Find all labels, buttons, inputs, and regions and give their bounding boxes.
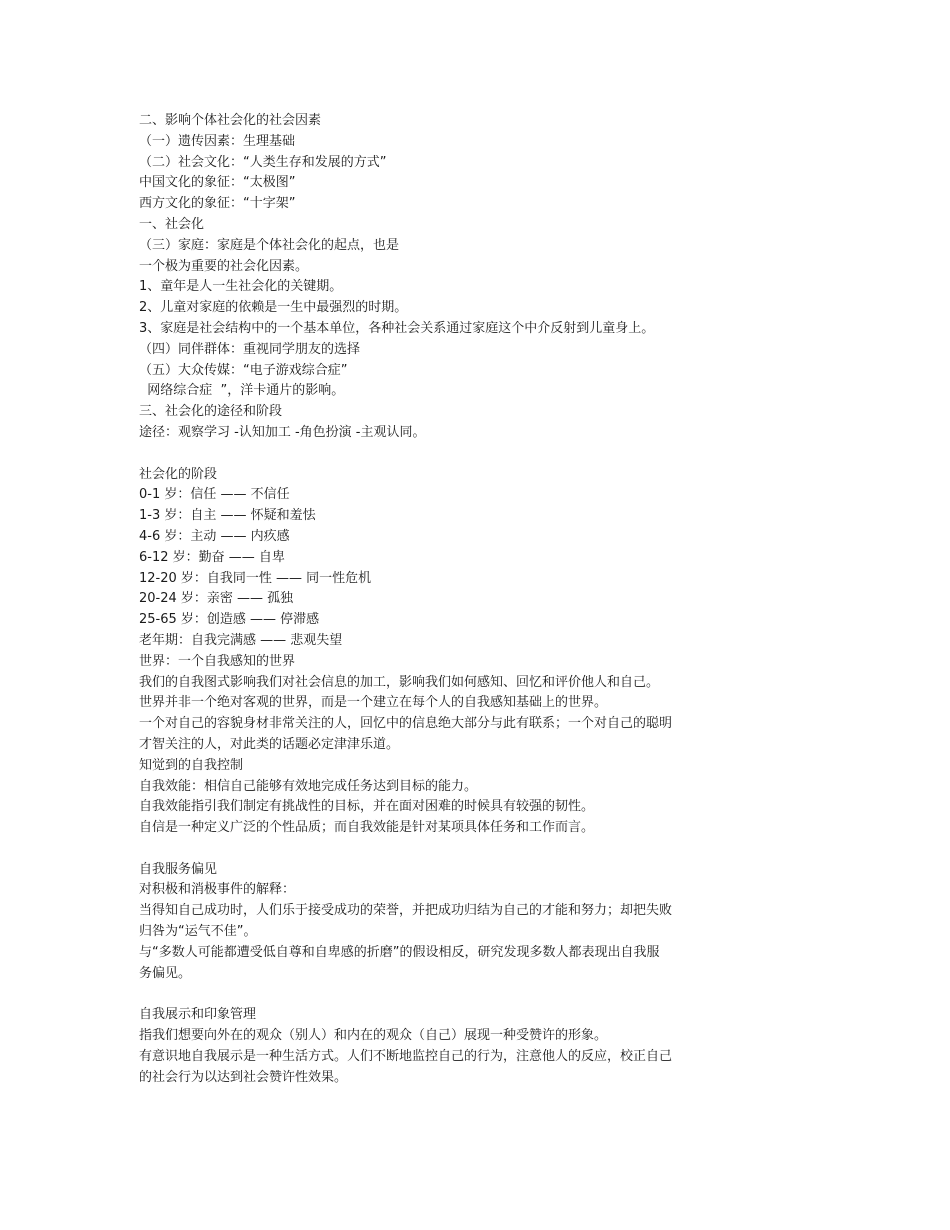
text-line: 指我们想要向外在的观众（别人）和内在的观众（自己）展现一种受赞许的形象。: [139, 1028, 608, 1044]
list-item: 3、家庭是社会结构中的一个基本单位，各种社会关系通过家庭这个中介反射到儿童身上。: [139, 320, 655, 336]
text-line: 一个极为重要的社会化因素。: [139, 258, 309, 274]
text-line: （五）大众传媒：“电子游戏综合症”: [139, 362, 348, 378]
text-line: （四）同伴群体：重视同学朋友的选择: [139, 341, 361, 357]
text-line: 西方文化的象征：“十字架”: [139, 196, 296, 212]
text-line: 有意识地自我展示是一种生活方式。人们不断地监控自己的行为，注意他人的反应，校正自己: [139, 1048, 673, 1064]
document-body: [139, 111, 739, 1088]
text-line: 自我效能指引我们制定有挑战性的目标，并在面对困难的时候具有较强的韧性。: [139, 799, 595, 815]
text-line: 我们的自我图式影响我们对社会信息的加工，影响我们如何感知、回忆和评价他人和自己。: [139, 674, 660, 690]
text-line: 中国文化的象征：“太极图”: [139, 175, 296, 191]
stage-item: 老年期：自我完满感 —— 悲观失望: [139, 632, 343, 648]
blank-line: [139, 444, 739, 465]
text-line: （二）社会文化：“人类生存和发展的方式”: [139, 154, 387, 170]
text-line: 的社会行为以达到社会赞许性效果。: [139, 1069, 348, 1085]
stage-item: 20-24 岁：亲密 —— 孤独: [139, 591, 294, 607]
text-line: 对积极和消极事件的解释：: [139, 882, 296, 898]
heading-self-presentation: 自我展示和印象管理: [139, 1007, 257, 1023]
heading-self-serving-bias: 自我服务偏见: [139, 861, 218, 877]
blank-line: [139, 984, 739, 1005]
list-item: 1、童年是人一生社会化的关键期。: [139, 279, 343, 295]
stage-item: 4-6 岁：主动 —— 内疚感: [139, 528, 290, 544]
text-line: 当得知自己成功时，人们乐于接受成功的荣誉，并把成功归结为自己的才能和努力；却把失败: [139, 903, 673, 919]
heading-self-control: 知觉到的自我控制: [139, 757, 244, 773]
text-line: 网络综合症 ”，洋卡通片的影响。: [139, 383, 345, 399]
text-line: （三）家庭：家庭是个体社会化的起点，也是: [139, 237, 400, 253]
text-line: 务偏见。: [139, 965, 192, 981]
stage-item: 12-20 岁：自我同一性 —— 同一性危机: [139, 570, 372, 586]
heading-section-3: 三、社会化的途径和阶段: [139, 404, 283, 420]
stage-item: 6-12 岁：勤奋 —— 自卑: [139, 549, 285, 565]
heading-section-1: 一、社会化: [139, 216, 205, 232]
heading-section-2: 二、影响个体社会化的社会因素: [139, 113, 322, 128]
stage-item: 1-3 岁：自主 —— 怀疑和羞怯: [139, 508, 316, 524]
heading-stages: 社会化的阶段: [139, 466, 218, 482]
text-line: 一个对自己的容貌身材非常关注的人，回忆中的信息绝大部分与此有联系；一个对自己的聪明: [139, 716, 673, 732]
stage-item: 0-1 岁：信任 —— 不信任: [139, 487, 290, 503]
text-line: （一）遗传因素：生理基础: [139, 133, 296, 149]
text-line: 归咎为“运气不佳”。: [139, 924, 257, 940]
text-line: 自我效能：相信自己能够有效地完成任务达到目标的能力。: [139, 778, 478, 794]
text-line: 才智关注的人，对此类的话题必定津津乐道。: [139, 736, 400, 752]
stage-item: 25-65 岁：创造感 —— 停滞感: [139, 612, 320, 628]
text-line: 途径：观察学习 -认知加工 -角色扮演 -主观认同。: [139, 424, 426, 440]
text-line: 世界：一个自我感知的世界: [139, 653, 296, 669]
text-line: 世界并非一个绝对客观的世界，而是一个建立在每个人的自我感知基础上的世界。: [139, 695, 608, 711]
blank-line: [139, 839, 739, 860]
list-item: 2、儿童对家庭的依赖是一生中最强烈的时期。: [139, 300, 408, 316]
text-line: 自信是一种定义广泛的个性品质；而自我效能是针对某项具体任务和工作而言。: [139, 820, 595, 836]
text-line: 与“多数人可能都遭受低自尊和自卑感的折磨”的假设相反，研究发现多数人都表现出自我服: [139, 944, 660, 960]
